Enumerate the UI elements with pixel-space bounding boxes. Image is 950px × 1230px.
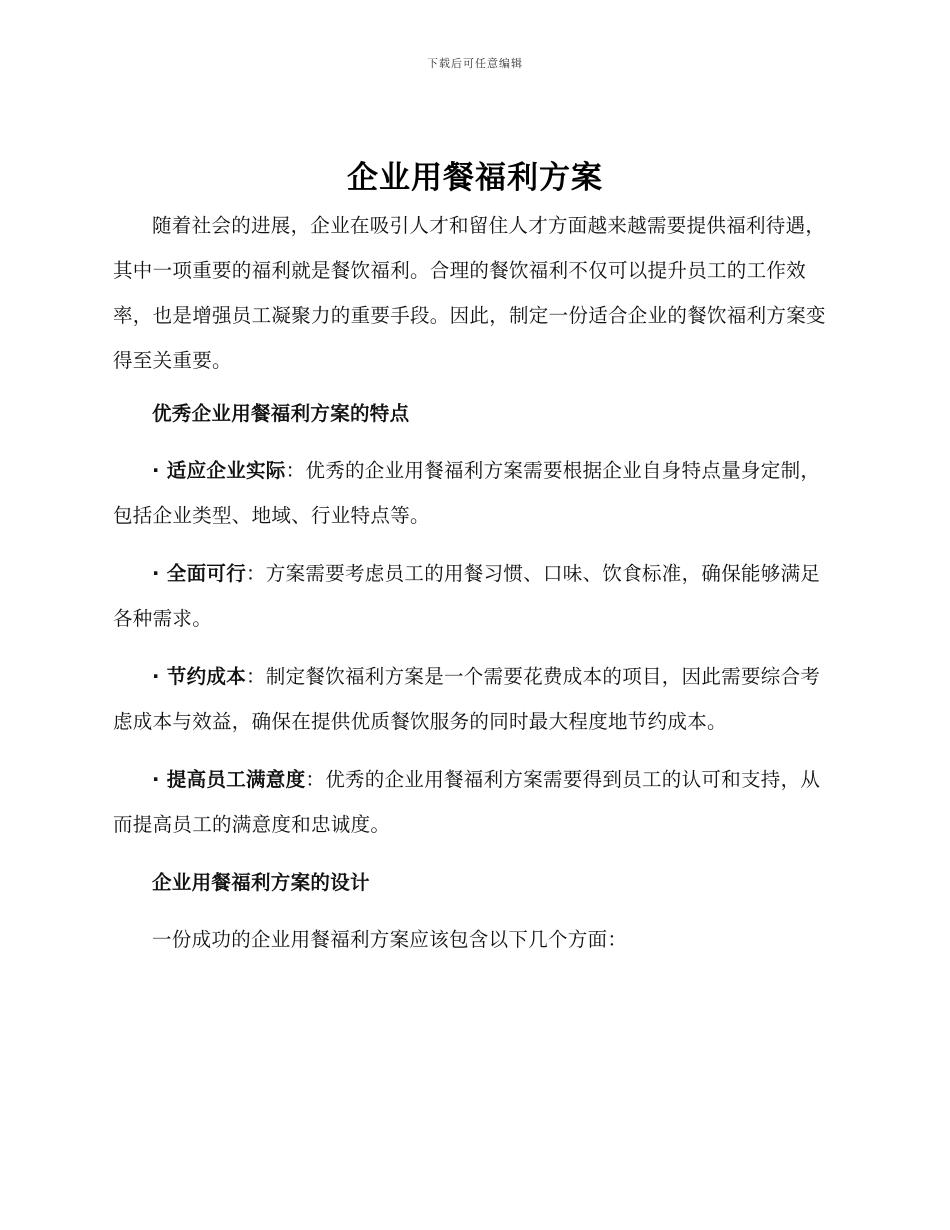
intro-paragraph: 随着社会的进展，企业在吸引人才和留住人才方面越来越需要提供福利待遇，其中一项重要的福利就是餐饮福利。合理的餐饮福利不仅可以提升员工的工作效率，也是增强员工凝聚力的重要手段。因此，制定一份适合企业的餐饮福利方案变得至关重要。	[113, 214, 826, 372]
feature-item	[113, 448, 833, 538]
feature-item-text: ：方案需要考虑员工的用餐习惯、口味、饮食标准，确保能够满足各种需求。	[113, 562, 821, 630]
feature-item-text: ：优秀的企业用餐福利方案需要根据企业自身特点量身定制，包括企业类型、地域、行业特点等。	[113, 459, 821, 527]
feature-item	[113, 551, 833, 641]
section-heading-features: 优秀企业用餐福利方案的特点	[152, 402, 410, 425]
design-intro-paragraph: 一份成功的企业用餐福利方案应该包含以下几个方面：	[152, 928, 628, 951]
header-note: 下载后可任意编辑	[427, 57, 523, 70]
feature-item-lead: · 适应企业实际	[152, 459, 286, 482]
document-body	[113, 203, 833, 962]
feature-item-lead: · 节约成本	[152, 665, 246, 688]
feature-item	[113, 654, 833, 744]
feature-item-lead: · 全面可行	[152, 562, 246, 585]
feature-item-text: ：制定餐饮福利方案是一个需要花费成本的项目，因此需要综合考虑成本与效益，确保在提供优质餐饮服务的同时最大程度地节约成本。	[113, 665, 821, 733]
feature-item-text: ：优秀的企业用餐福利方案需要得到员工的认可和支持，从而提高员工的满意度和忠诚度。	[113, 768, 821, 836]
document-title: 企业用餐福利方案	[347, 160, 603, 196]
feature-item	[113, 757, 833, 847]
feature-item-lead: · 提高员工满意度	[152, 768, 306, 791]
section-heading-design: 企业用餐福利方案的设计	[152, 871, 370, 894]
